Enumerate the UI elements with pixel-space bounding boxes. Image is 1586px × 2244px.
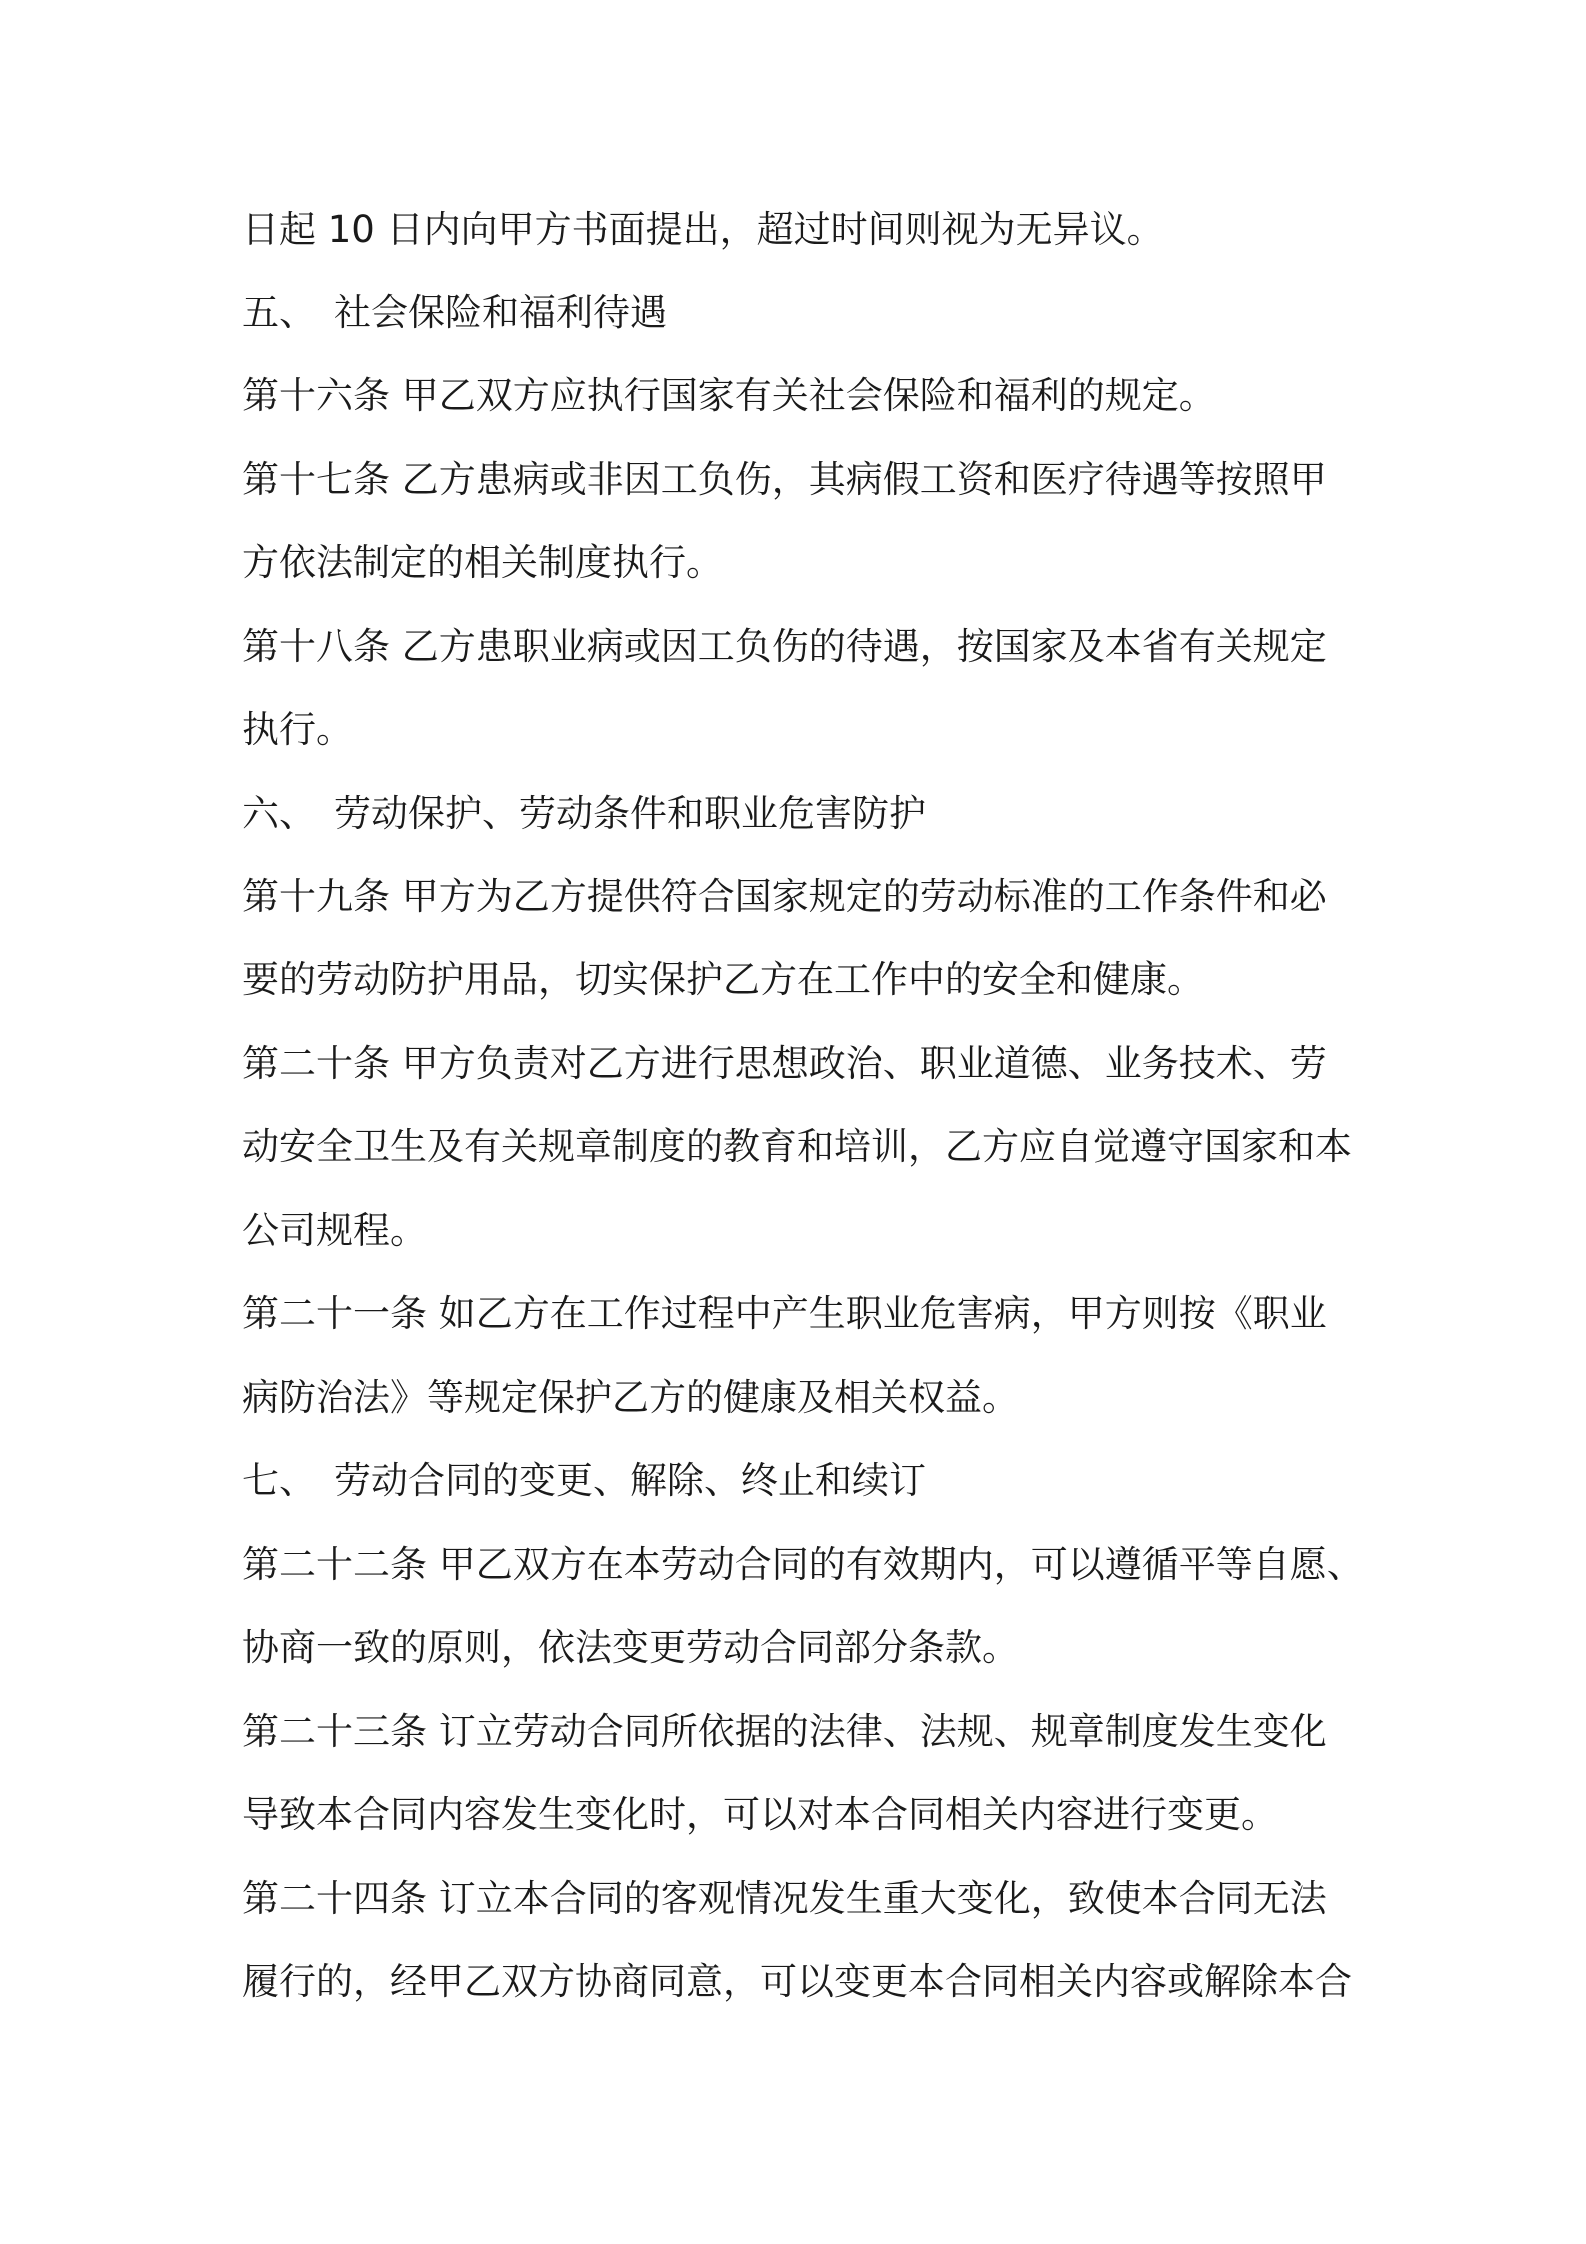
text-line: 动安全卫生及有关规章制度的教育和培训，乙方应自觉遵守国家和本 [242,1125,1352,1168]
article-line: 第十六条 甲乙双方应执行国家有关社会保险和福利的规定。 [242,374,1216,417]
section-number: 六、 [242,792,316,835]
text-line: 协商一致的原则，依法变更劳动合同部分条款。 [242,1626,1019,1669]
text-line: 导致本合同内容发生变化时，可以对本合同相关内容进行变更。 [242,1793,1278,1836]
text-line: 履行的，经甲乙双方协商同意，可以变更本合同相关内容或解除本合 [242,1960,1352,2003]
text-line: 病防治法》等规定保护乙方的健康及相关权益。 [242,1376,1019,1419]
section-heading [242,283,1372,343]
section-title: 劳动保护、劳动条件和职业危害防护 [334,792,926,835]
section-title: 劳动合同的变更、解除、终止和续订 [334,1459,926,1502]
section-title: 社会保险和福利待遇 [334,291,667,334]
article-line: 第十九条 甲方为乙方提供符合国家规定的劳动标准的工作条件和必 [242,875,1327,918]
article-line: 第二十三条 订立劳动合同所依据的法律、法规、规章制度发生变化 [242,1710,1327,1753]
article-line: 第二十条 甲方负责对乙方进行思想政治、职业道德、业务技术、劳 [242,1042,1327,1085]
section-number: 五、 [242,291,316,334]
text-line: 执行。 [242,708,353,751]
text-line: 公司规程。 [242,1209,427,1252]
article-line: 第二十二条 甲乙双方在本劳动合同的有效期内，可以遵循平等自愿、 [242,1543,1364,1586]
text-line: 日起 10 日内向甲方书面提出，超过时间则视为无异议。 [242,208,1164,251]
section-heading [242,1451,1372,1511]
article-line: 第十七条 乙方患病或非因工负伤，其病假工资和医疗待遇等按照甲 [242,458,1327,501]
article-line: 第十八条 乙方患职业病或因工负伤的待遇，按国家及本省有关规定 [242,625,1327,668]
article-line: 第二十四条 订立本合同的客观情况发生重大变化，致使本合同无法 [242,1877,1327,1920]
article-line: 第二十一条 如乙方在工作过程中产生职业危害病，甲方则按《职业 [242,1292,1327,1335]
section-heading [242,784,1372,844]
text-line: 要的劳动防护用品，切实保护乙方在工作中的安全和健康。 [242,958,1204,1001]
text-line: 方依法制定的相关制度执行。 [242,541,723,584]
section-number: 七、 [242,1459,316,1502]
